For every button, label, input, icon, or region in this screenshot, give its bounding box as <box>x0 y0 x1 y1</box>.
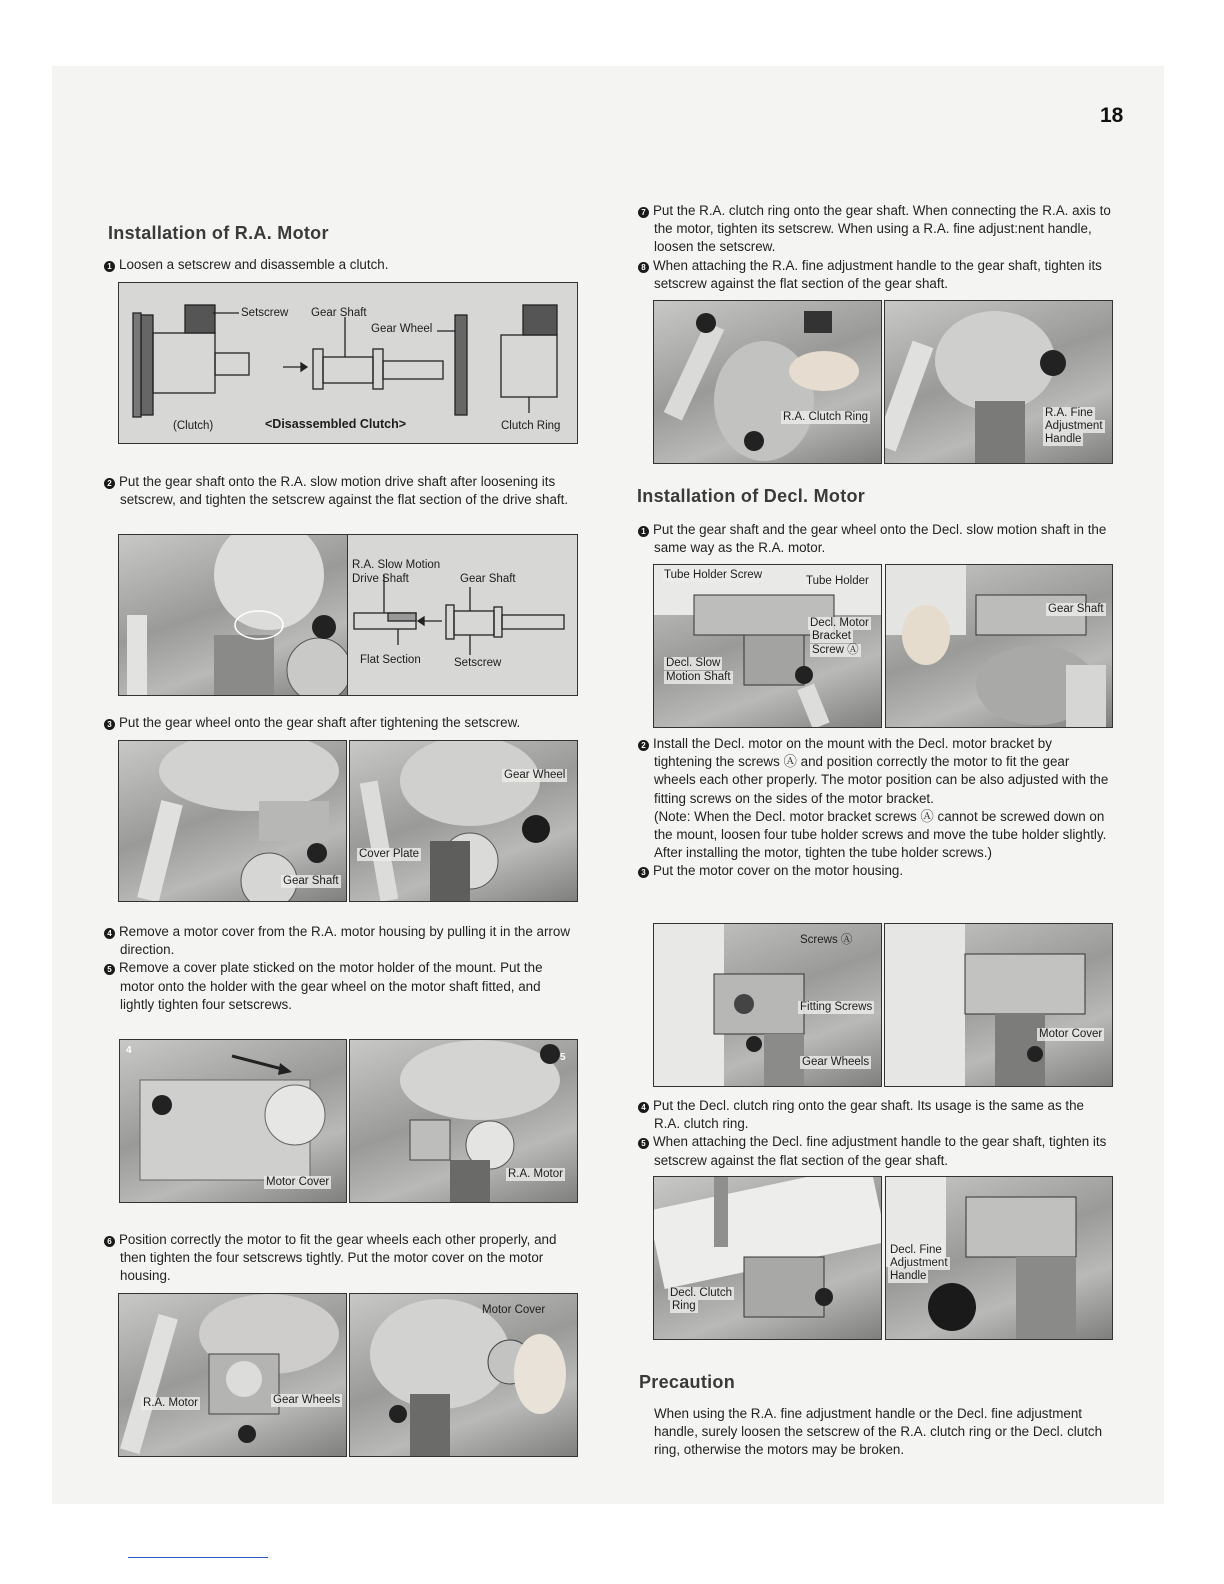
label-clutch: (Clutch) <box>173 420 214 432</box>
photo-decl-gear-shaft <box>885 564 1113 728</box>
label-ra-fine-1: R.A. Fine <box>1045 407 1093 419</box>
label-motor-cover-6: Motor Cover <box>482 1304 546 1316</box>
photo-ra-fine-handle <box>884 300 1113 464</box>
step-number-badge: 3 <box>104 719 115 730</box>
label-ra-motor-6: R.A. Motor <box>143 1397 198 1409</box>
label-gear-shaft-2: Gear Shaft <box>460 573 516 585</box>
decl-step-5-text: When attaching the Decl. fine adjustment handle to the gear shaft, tighten its setscrew against the flat section of the gear shaft. <box>653 1134 1107 1168</box>
label-decl-clutch-1: Decl. Clutch <box>670 1287 732 1299</box>
label-decl-clutch-2: Ring <box>672 1300 696 1312</box>
label-motor-cover-decl: Motor Cover <box>1039 1028 1103 1040</box>
label-ra-fine-2: Adjustment <box>1045 420 1103 432</box>
ra-step-8-text: When attaching the R.A. fine adjustment handle to the gear shaft, tighten its setscrew against the flat section of the gear shaft. <box>653 257 1102 291</box>
photo-step3-right <box>349 740 578 902</box>
photo-number-5: 5 <box>560 1052 566 1063</box>
label-screws-a: Screws Ⓐ <box>800 934 853 946</box>
label-drive-shaft: Drive Shaft <box>352 573 409 585</box>
step-number-badge: 3 <box>638 867 649 878</box>
step-number-badge: 7 <box>638 207 649 218</box>
label-decl-slow-2: Motion Shaft <box>666 671 731 683</box>
label-gear-wheel-3: Gear Wheel <box>504 769 566 781</box>
label-gear-wheel: Gear Wheel <box>371 323 433 335</box>
ra-step-3 <box>104 714 576 732</box>
step-number-badge: 1 <box>104 261 115 272</box>
photo-decl-gear-shaft-drawing <box>886 565 1112 727</box>
decl-steps-4-5 <box>638 1097 1112 1170</box>
photo-motor-cover <box>119 1039 347 1203</box>
photo-decl-motor-cover-drawing <box>885 924 1112 1086</box>
photo-step3-right-drawing <box>350 741 577 901</box>
photo-decl-motor-cover <box>884 923 1113 1087</box>
ra-step-1-text: Loosen a setscrew and disassemble a clutch. <box>119 257 389 272</box>
label-ra-motor: R.A. Motor <box>508 1168 563 1180</box>
precaution-text: When using the R.A. fine adjustment handle or the Decl. fine adjustment handle, surely loosen the setscrew of the R.A. clutch ring or the Decl. clutch ring, otherwise the motors may be broken. <box>654 1406 1103 1458</box>
photo-decl-fine-handle <box>885 1176 1113 1340</box>
label-cover-plate: Cover Plate <box>359 848 420 860</box>
decl-step-1-text: Put the gear shaft and the gear wheel onto the Decl. slow motion shaft in the same way as the R.A. motor. <box>653 522 1107 556</box>
photo-decl-clutch-ring <box>653 1176 882 1340</box>
label-gear-shaft-decl: Gear Shaft <box>1048 603 1104 615</box>
decl-step-2-text: Install the Decl. motor on the mount with the Decl. motor bracket by tightening the screws Ⓐ and position correctly the motor to fit the gear wheels each other properly. The motor position can be also adjusted with the fitting screws on the sides of the motor bracket. <box>653 736 1109 806</box>
ra-step-1 <box>104 256 576 274</box>
ra-steps-7-8 <box>638 202 1112 293</box>
photo-decl-clutch-ring-drawing <box>654 1177 881 1339</box>
photo-ra-clutch-ring <box>653 300 882 464</box>
decl-step-4-text: Put the Decl. clutch ring onto the gear shaft. Its usage is the same as the R.A. clutch ring. <box>653 1098 1084 1132</box>
photo-drive-shaft <box>118 534 349 696</box>
ra-step-3-text: Put the gear wheel onto the gear shaft after tightening the setscrew. <box>119 715 521 730</box>
label-decl-motor-1: Decl. Motor <box>810 617 869 629</box>
label-decl-motor-2: Bracket <box>812 630 851 642</box>
photo-drive-shaft-drawing <box>119 535 348 695</box>
decl-note-text: (Note: When the Decl. motor bracket screws Ⓐ cannot be screwed down on the mount, loosen four tube holder screws and move the tube holder slightly. After installing the motor, tighten the tube holder screws.) <box>654 808 1107 861</box>
photo-decl-tube-holder <box>653 564 882 728</box>
photo-decl-screws <box>653 923 882 1087</box>
label-decl-motor-3: Screw Ⓐ <box>812 644 859 656</box>
label-decl-fine-3: Handle <box>890 1270 927 1282</box>
label-decl-fine-1: Decl. Fine <box>890 1244 942 1256</box>
label-gear-wheels-decl: Gear Wheels <box>802 1056 870 1068</box>
photo-number-4: 4 <box>126 1045 132 1056</box>
step-number-badge: 1 <box>638 526 649 537</box>
step-number-badge: 4 <box>638 1102 649 1113</box>
label-decl-slow-1: Decl. Slow <box>666 657 721 669</box>
ra-step-2-text: Put the gear shaft onto the R.A. slow motion drive shaft after loosening its setscrew, and tighten the setscrew against the flat section of the drive shaft. <box>119 474 569 508</box>
photo-step6-right-drawing <box>350 1294 577 1456</box>
photo-step6-left-drawing <box>119 1294 346 1456</box>
photo-ra-motor <box>349 1039 578 1203</box>
ra-step-6 <box>104 1231 576 1286</box>
decl-step-3-text: Put the motor cover on the motor housing. <box>653 863 904 879</box>
step-number-badge: 5 <box>104 964 115 975</box>
ra-step-6-text: Position correctly the motor to fit the gear wheels each other properly, and then tighten the four setscrews tightly. Put the motor cover on the motor housing. <box>119 1232 557 1284</box>
decl-note <box>638 808 1112 863</box>
decl-section-title: Installation of Decl. Motor <box>637 486 866 506</box>
precaution-title: Precaution <box>639 1372 736 1392</box>
ra-step-5-text: Remove a cover plate sticked on the motor holder of the mount. Put the motor onto the holder with the gear wheel on the motor shaft fitted, and lightly tighten four setscrews. <box>119 960 543 1012</box>
decl-steps-2-3 <box>638 735 1112 881</box>
label-motor-cover: Motor Cover <box>266 1176 330 1188</box>
label-setscrew-2: Setscrew <box>454 657 502 669</box>
photo-step6-left <box>118 1293 347 1457</box>
label-clutch-ring: Clutch Ring <box>501 420 561 432</box>
label-ra-clutch-ring: R.A. Clutch Ring <box>783 411 869 423</box>
label-fitting-screws: Fitting Screws <box>800 1001 873 1013</box>
label-flat-section: Flat Section <box>360 654 421 666</box>
decl-step-1 <box>638 521 1112 557</box>
label-disassembled-clutch: <Disassembled Clutch> <box>265 417 407 431</box>
label-tube-holder-screw: Tube Holder Screw <box>664 569 763 581</box>
page-number: 18 <box>1100 104 1124 127</box>
ra-steps-4-5 <box>104 923 576 1014</box>
step-number-badge: 5 <box>638 1138 649 1149</box>
label-setscrew: Setscrew <box>241 307 289 319</box>
photo-ra-clutch-ring-drawing <box>654 301 881 463</box>
label-gear-shaft: Gear Shaft <box>311 307 367 319</box>
step-number-badge: 4 <box>104 928 115 939</box>
step-number-badge: 6 <box>104 1236 115 1247</box>
label-decl-fine-2: Adjustment <box>890 1257 948 1269</box>
step-number-badge: 2 <box>638 740 649 751</box>
label-gear-wheels-6: Gear Wheels <box>273 1394 341 1406</box>
label-ra-fine-3: Handle <box>1045 433 1082 445</box>
step-number-badge: 8 <box>638 262 649 273</box>
label-gear-shaft-3: Gear Shaft <box>283 875 339 887</box>
photo-step3-left <box>118 740 347 902</box>
step-number-badge: 2 <box>104 478 115 489</box>
ra-step-2 <box>104 473 576 509</box>
label-ra-slow-motion: R.A. Slow Motion <box>352 559 441 571</box>
photo-step6-right <box>349 1293 578 1457</box>
ra-section-title: Installation of R.A. Motor <box>108 223 329 243</box>
ra-step-4-text: Remove a motor cover from the R.A. motor housing by pulling it in the arrow direction. <box>119 924 571 958</box>
ra-step-7-text: Put the R.A. clutch ring onto the gear shaft. When connecting the R.A. axis to the motor, tighten its setscrew. When using a R.A. fine adjust:nent handle, loosen the setscrew. <box>653 203 1111 255</box>
label-tube-holder: Tube Holder <box>806 575 869 587</box>
clutch-diagram <box>118 282 578 444</box>
footer-rule <box>128 1557 268 1558</box>
drive-shaft-diagram <box>347 534 578 696</box>
